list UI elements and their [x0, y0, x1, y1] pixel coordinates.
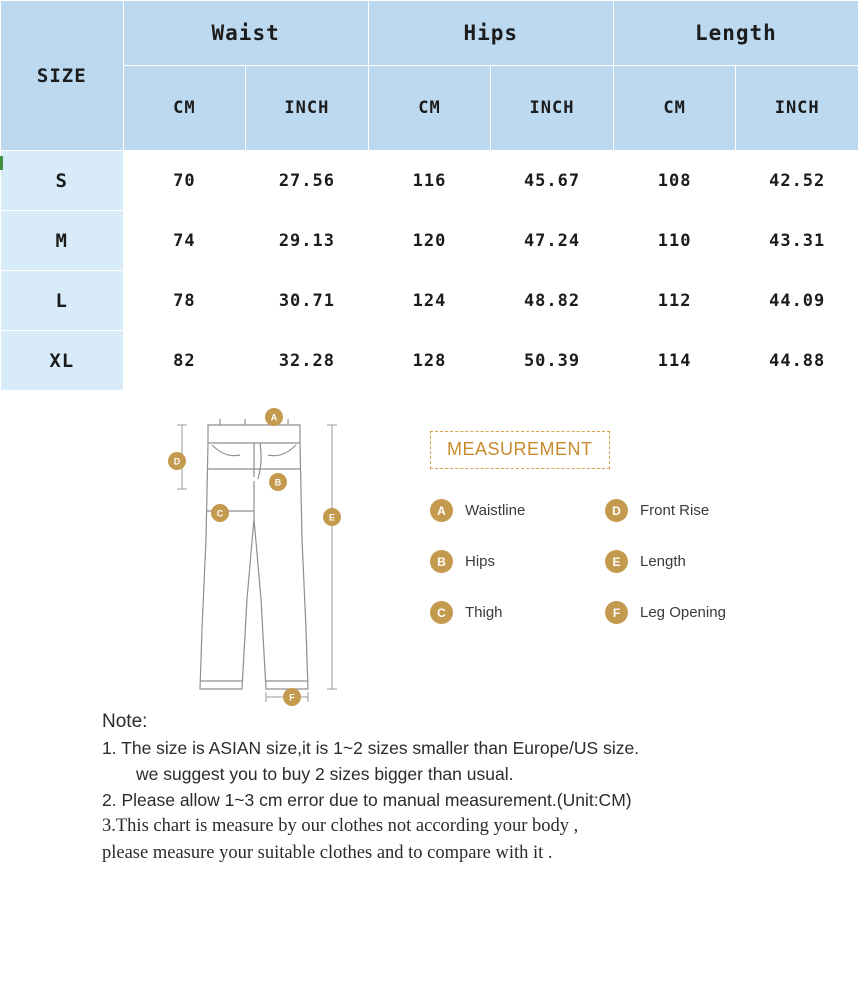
header-unit-length-inch: INCH	[736, 66, 859, 151]
marker-b-label: B	[274, 477, 282, 488]
header-unit-waist-inch: INCH	[246, 66, 369, 151]
table-header-row-units	[1, 66, 859, 151]
measurement-title: MEASUREMENT	[430, 431, 610, 469]
row-size-s: S	[1, 151, 124, 211]
badge-c-icon: C	[430, 601, 453, 624]
legend-label-hips: Hips	[465, 553, 496, 570]
legend-item-length	[605, 550, 780, 573]
cell-l-hips-inch: 48.82	[491, 271, 614, 331]
cell-xl-hips-inch: 50.39	[491, 331, 614, 391]
size-chart-table-wrapper	[0, 0, 859, 391]
cell-l-length-cm: 112	[613, 271, 736, 331]
badge-f-icon: F	[605, 601, 628, 624]
cell-xl-length-inch: 44.88	[736, 331, 859, 391]
cell-l-length-inch: 44.09	[736, 271, 859, 331]
row-size-xl: XL	[1, 331, 124, 391]
header-unit-hips-inch: INCH	[491, 66, 614, 151]
badge-a-icon: A	[430, 499, 453, 522]
legend-label-thigh: Thigh	[465, 604, 503, 621]
marker-f-label: F	[289, 692, 295, 703]
legend-item-front-rise	[605, 499, 780, 522]
legend-item-thigh	[430, 601, 605, 624]
header-unit-length-cm: CM	[613, 66, 736, 151]
measurement-section	[0, 391, 859, 981]
header-group-waist: Waist	[123, 1, 368, 66]
legend-label-leg-opening: Leg Opening	[640, 604, 726, 621]
row-size-l: L	[1, 271, 124, 331]
cell-xl-waist-inch: 32.28	[246, 331, 369, 391]
header-unit-waist-cm: CM	[123, 66, 246, 151]
cell-m-waist-cm: 74	[123, 211, 246, 271]
note-line-4: please measure your suitable clothes and to compare with it .	[102, 843, 553, 863]
cell-xl-waist-cm: 82	[123, 331, 246, 391]
table-header-row-groups	[1, 1, 859, 66]
legend-item-leg-opening	[605, 601, 780, 624]
cell-m-hips-cm: 120	[368, 211, 491, 271]
table-row	[1, 331, 859, 391]
table-row	[1, 271, 859, 331]
note-line-2: 2. Please allow 1~3 cm error due to manual measurement.(Unit:CM)	[102, 790, 632, 810]
waistband-shape	[208, 425, 300, 443]
legend-label-length: Length	[640, 553, 686, 570]
size-chart-table	[0, 0, 859, 391]
cell-m-waist-inch: 29.13	[246, 211, 369, 271]
marker-c-label: C	[216, 508, 224, 519]
cell-m-hips-inch: 47.24	[491, 211, 614, 271]
table-row	[1, 151, 859, 211]
header-group-hips: Hips	[368, 1, 613, 66]
measurement-panel	[430, 431, 830, 624]
cell-m-length-inch: 43.31	[736, 211, 859, 271]
table-row	[1, 211, 859, 271]
legend-label-waistline: Waistline	[465, 502, 526, 519]
cell-s-waist-inch: 27.56	[246, 151, 369, 211]
legend-label-front-rise: Front Rise	[640, 502, 710, 519]
badge-b-icon: B	[430, 550, 453, 573]
legend-item-hips	[430, 550, 605, 573]
note-block	[102, 711, 842, 867]
cell-l-waist-cm: 78	[123, 271, 246, 331]
cell-xl-hips-cm: 128	[368, 331, 491, 391]
cell-s-length-inch: 42.52	[736, 151, 859, 211]
row-size-m: M	[1, 211, 124, 271]
header-unit-hips-cm: CM	[368, 66, 491, 151]
note-line-3: 3.This chart is measure by our clothes not according your body ,	[102, 816, 579, 836]
legend-item-waistline	[430, 499, 605, 522]
cell-s-hips-inch: 45.67	[491, 151, 614, 211]
pants-diagram	[150, 399, 410, 709]
cell-l-hips-cm: 124	[368, 271, 491, 331]
cell-s-waist-cm: 70	[123, 151, 246, 211]
cell-s-hips-cm: 116	[368, 151, 491, 211]
cell-l-waist-inch: 30.71	[246, 271, 369, 331]
badge-d-icon: D	[605, 499, 628, 522]
note-line-1b: we suggest you to buy 2 sizes bigger than usual.	[136, 764, 514, 784]
cell-s-length-cm: 108	[613, 151, 736, 211]
header-size: SIZE	[1, 1, 124, 151]
header-group-length: Length	[613, 1, 858, 66]
measurement-legend	[430, 499, 830, 624]
marker-a-label: A	[270, 412, 278, 423]
marker-e-label: E	[328, 512, 336, 523]
badge-e-icon: E	[605, 550, 628, 573]
cell-xl-length-cm: 114	[613, 331, 736, 391]
cell-m-length-cm: 110	[613, 211, 736, 271]
note-title: Note:	[102, 711, 148, 732]
note-line-1: 1. The size is ASIAN size,it is 1~2 sizes smaller than Europe/US size.	[102, 738, 640, 758]
marker-d-label: D	[173, 456, 181, 467]
